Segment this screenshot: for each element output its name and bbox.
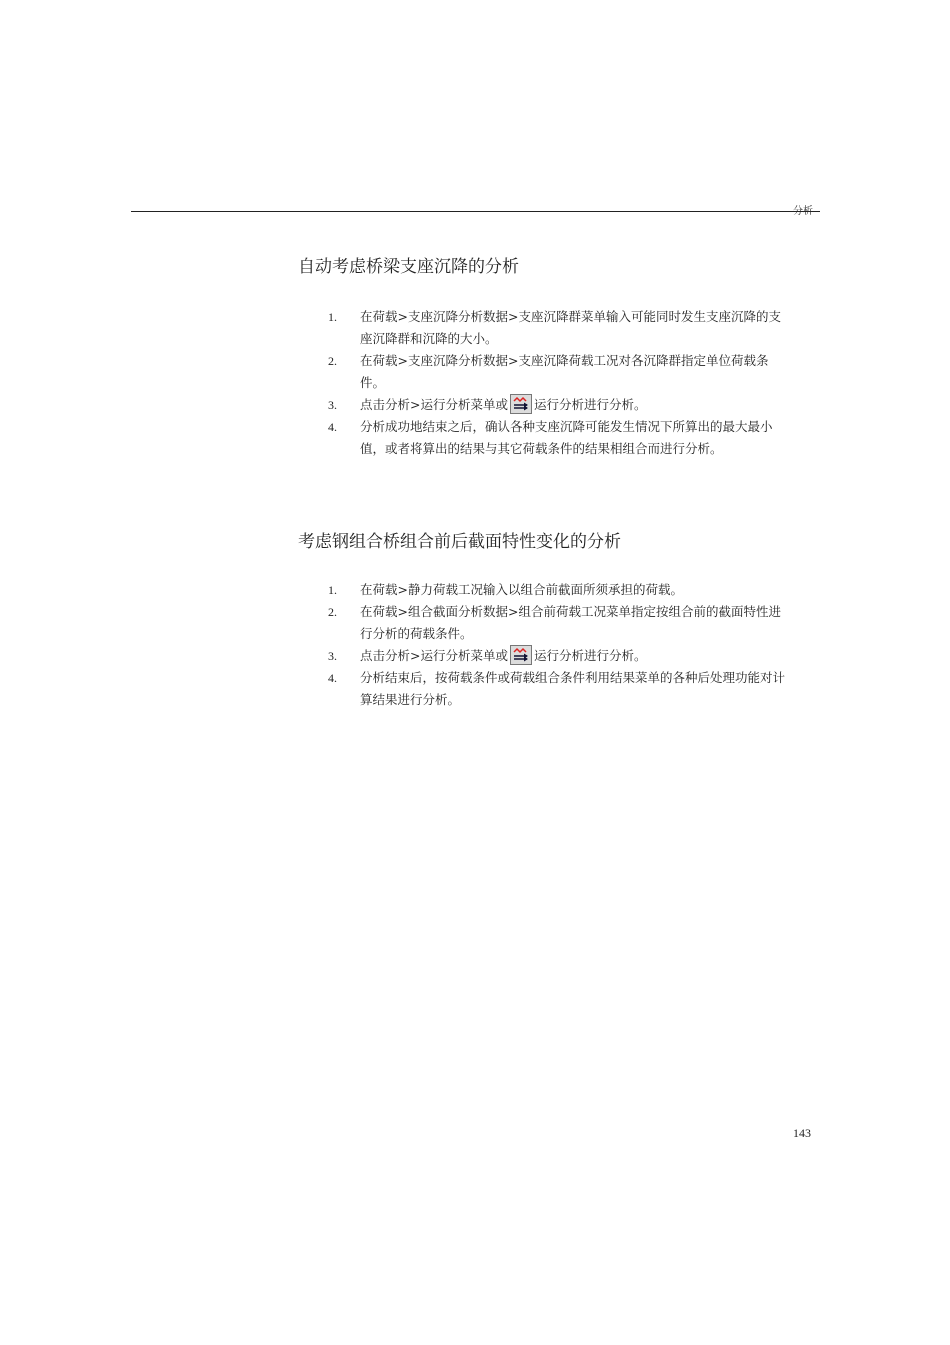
list-item <box>328 350 788 394</box>
list-item <box>328 645 788 667</box>
step-text: 分析成功地结束之后，确认各种支座沉降可能发生情况下所算出的最大最小值，或者将算出的结果与其它荷载条件的结果相组合而进行分析。 <box>360 419 773 456</box>
step-text-before: 点击分析>运行分析菜单或 <box>360 648 508 663</box>
page-number: 143 <box>793 1126 811 1140</box>
step-number: 2. <box>328 605 337 619</box>
section-title: 自动考虑桥梁支座沉降的分析 <box>298 257 519 277</box>
list-item <box>328 306 788 350</box>
run-analysis-icon <box>510 645 532 665</box>
step-list <box>328 306 788 460</box>
list-item <box>328 601 788 645</box>
list-item <box>328 416 788 460</box>
step-number: 3. <box>328 398 337 412</box>
step-text: 在荷载>组合截面分析数据>组合前荷载工况菜单指定按组合前的截面特性进行分析的荷载条件。 <box>360 604 781 641</box>
step-text: 分析结束后，按荷载条件或荷载组合条件利用结果菜单的各种后处理功能对计算结果进行分析。 <box>360 670 786 707</box>
step-text: 在荷载>支座沉降分析数据>支座沉降群菜单输入可能同时发生支座沉降的支座沉降群和沉降的大小。 <box>360 309 781 346</box>
step-text-after: 运行分析进行分析。 <box>533 648 647 663</box>
list-item <box>328 394 788 416</box>
step-text: 在荷载>静力荷载工况输入以组合前截面所须承担的荷载。 <box>360 582 683 597</box>
section-title: 考虑钢组合桥组合前后截面特性变化的分析 <box>298 532 621 552</box>
list-item <box>328 579 788 601</box>
step-text-after: 运行分析进行分析。 <box>533 397 647 412</box>
step-number: 1. <box>328 310 337 324</box>
header-label: 分析 <box>793 206 813 217</box>
step-number: 4. <box>328 671 337 685</box>
step-list <box>328 579 788 711</box>
header-rule <box>131 211 820 212</box>
step-number: 3. <box>328 649 337 663</box>
step-number: 2. <box>328 354 337 368</box>
run-analysis-icon <box>510 394 532 414</box>
step-number: 1. <box>328 583 337 597</box>
step-text: 在荷载>支座沉降分析数据>支座沉降荷载工况对各沉降群指定单位荷载条件。 <box>360 353 769 390</box>
list-item <box>328 667 788 711</box>
section-composite <box>298 527 818 707</box>
section-settlement <box>298 252 818 456</box>
step-number: 4. <box>328 420 337 434</box>
step-text-before: 点击分析>运行分析菜单或 <box>360 397 508 412</box>
